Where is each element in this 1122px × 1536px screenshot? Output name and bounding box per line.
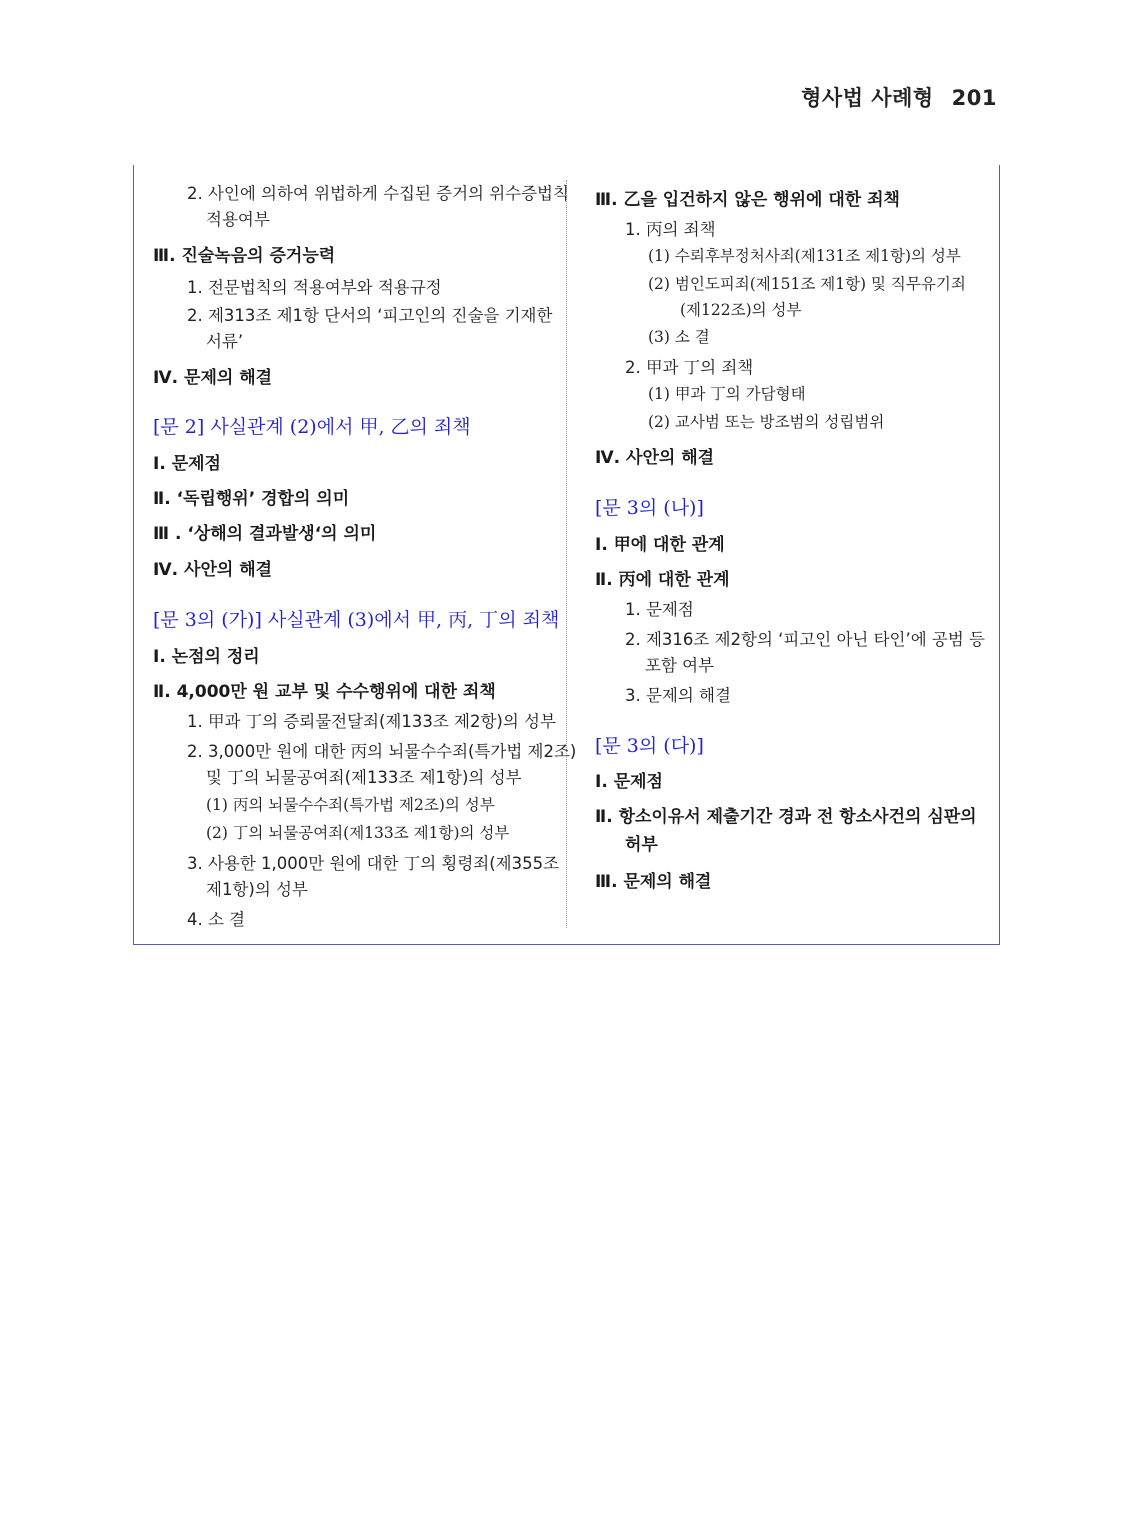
right-heading: Ⅲ. 乙을 입건하지 않은 행위에 대한 죄책 [595,190,900,210]
right-heading: Ⅰ. 문제점 [595,772,663,792]
right-outline-item: 1. 丙의 죄책 [625,220,716,239]
right-outline-item: (2) 범인도피죄(제151조 제1항) 및 직무유기죄 [648,275,966,293]
right-heading: Ⅰ. 甲에 대한 관계 [595,535,725,555]
right-outline-item: (1) 수뢰후부정처사죄(제131조 제1항)의 성부 [648,247,961,265]
left-outline-item: (1) 丙의 뇌물수수죄(특가법 제2조)의 성부 [206,796,495,814]
left-outline-item: 제1항)의 성부 [206,880,308,899]
left-heading: Ⅲ. 진술녹음의 증거능력 [153,246,336,266]
right-outline-item: 1. 문제점 [625,600,694,619]
right-outline-item: 2. 제316조 제2항의 ‘피고인 아닌 타인’에 공범 등 [625,630,985,649]
left-outline-item: 서류’ [206,332,244,351]
right-heading: 허부 [625,835,658,855]
right-outline-item: 2. 甲과 丁의 죄책 [625,358,754,377]
left-heading: Ⅱ. 4,000만 원 교부 및 수수행위에 대한 죄책 [153,682,496,702]
right-outline-item: (1) 甲과 丁의 가담형태 [648,385,806,403]
left-outline-item: (2) 丁의 뇌물공여죄(제133조 제1항)의 성부 [206,824,510,842]
right-question-title: [문 3의 (나)] [595,497,704,519]
page-header [801,82,997,112]
column-divider [566,180,567,928]
right-question-title: [문 3의 (다)] [595,735,704,757]
left-heading: Ⅳ. 사안의 해결 [153,560,273,580]
left-outline-item: 및 丁의 뇌물공여죄(제133조 제1항)의 성부 [206,768,522,787]
left-outline-item: 1. 甲과 丁의 증뢰물전달죄(제133조 제2항)의 성부 [187,712,556,731]
right-heading: Ⅱ. 丙에 대한 관계 [595,570,730,590]
right-outline-item: (3) 소 결 [648,328,710,346]
right-outline-item: (제122조)의 성부 [680,301,802,319]
right-heading: Ⅲ. 문제의 해결 [595,872,712,892]
left-outline-item: 2. 사인에 의하여 위법하게 수집된 증거의 위수증법칙 [187,184,569,203]
header-title: 형사법 사례형 [801,86,934,110]
left-question-title: [문 3의 (가)] 사실관계 (3)에서 甲, 丙, 丁의 죄책 [153,609,560,631]
left-heading: Ⅳ. 문제의 해결 [153,368,273,388]
left-heading: Ⅰ. 논점의 정리 [153,647,260,667]
right-outline-item: (2) 교사범 또는 방조범의 성립범위 [648,413,885,431]
left-heading: Ⅰ. 문제점 [153,454,221,474]
left-outline-item: 4. 소 결 [187,910,246,929]
left-outline-item: 3. 사용한 1,000만 원에 대한 丁의 횡령죄(제355조 [187,854,560,873]
right-outline-item: 포함 여부 [645,656,715,675]
left-question-title: [문 2] 사실관계 (2)에서 甲, 乙의 죄책 [153,416,471,438]
left-outline-item: 적용여부 [206,210,270,229]
left-heading: Ⅱ. ‘독립행위’ 경합의 의미 [153,489,350,509]
right-heading: Ⅱ. 항소이유서 제출기간 경과 전 항소사건의 심판의 [595,807,977,827]
left-outline-item: 2. 3,000만 원에 대한 丙의 뇌물수수죄(특가법 제2조) [187,742,577,761]
page-number: 201 [951,86,997,110]
right-outline-item: 3. 문제의 해결 [625,686,731,705]
left-outline-item: 1. 전문법칙의 적용여부와 적용규정 [187,278,442,297]
left-outline-item: 2. 제313조 제1항 단서의 ‘피고인의 진술을 기재한 [187,306,553,325]
left-heading: Ⅲ . ‘상해의 결과발생‘의 의미 [153,524,377,544]
right-heading: Ⅳ. 사안의 해결 [595,448,715,468]
